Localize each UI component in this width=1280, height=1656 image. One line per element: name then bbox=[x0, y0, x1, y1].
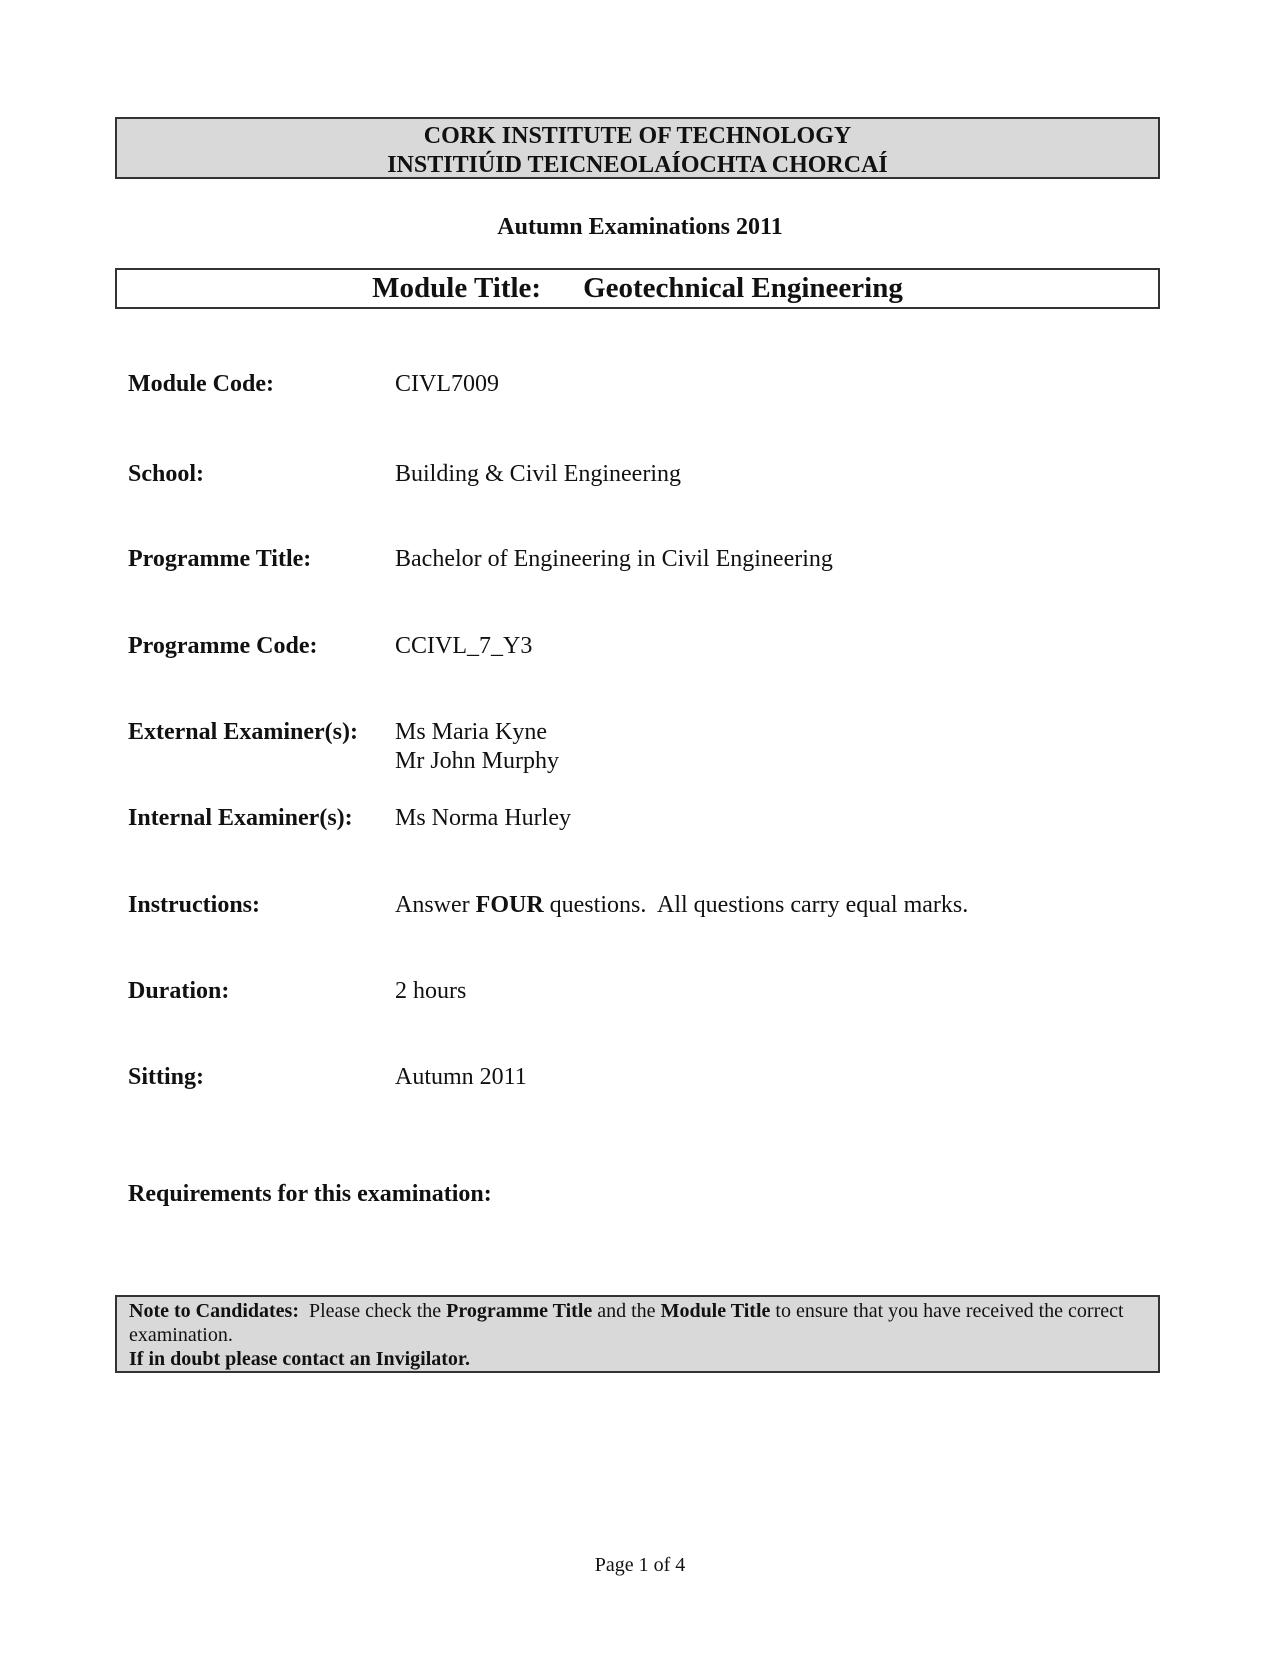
note-doubt-text: If in doubt please contact an Invigilator. bbox=[129, 1348, 470, 1370]
programme-title-label: Programme Title: bbox=[128, 546, 312, 572]
note-bold-module-title: Module Title bbox=[660, 1300, 771, 1322]
instructions-value bbox=[395, 891, 968, 920]
internal-examiners-value: Ms Norma Hurley bbox=[395, 805, 571, 831]
note-text-3: to ensure that you have received the correct examination. bbox=[129, 1300, 1124, 1346]
page-number: Page 1 of 4 bbox=[594, 1554, 686, 1576]
note-doubt bbox=[129, 1347, 1146, 1371]
exam-session-title: Autumn Examinations 2011 bbox=[497, 214, 783, 240]
module-code-label: Module Code: bbox=[128, 371, 274, 397]
programme-code-label: Programme Code: bbox=[128, 633, 318, 659]
institute-header bbox=[115, 117, 1160, 179]
programme-code-value: CCIVL_7_Y3 bbox=[395, 633, 533, 659]
instructions-label: Instructions: bbox=[128, 892, 261, 918]
programme-title-value: Bachelor of Engineering in Civil Engineering bbox=[395, 546, 833, 572]
note-to-candidates bbox=[115, 1295, 1160, 1373]
internal-examiners-label: Internal Examiner(s): bbox=[128, 805, 353, 831]
module-title-value: Geotechnical Engineering bbox=[583, 272, 903, 304]
external-examiner-1: Ms Maria Kyne bbox=[395, 719, 547, 745]
instructions-suffix: questions. All questions carry equal marks. bbox=[549, 892, 969, 918]
external-examiner-2: Mr John Murphy bbox=[395, 748, 560, 774]
note-label: Note to Candidates: bbox=[129, 1300, 299, 1322]
external-examiners-label: External Examiner(s): bbox=[128, 719, 358, 745]
sitting-value: Autumn 2011 bbox=[395, 1064, 527, 1090]
note-text-2: and the bbox=[597, 1300, 656, 1322]
institute-name-irish: INSTITIÚID TEICNEOLAÍOCHTA CHORCAÍ bbox=[387, 152, 888, 178]
duration-label: Duration: bbox=[128, 978, 230, 1004]
school-label: School: bbox=[128, 461, 205, 487]
module-code-value: CIVL7009 bbox=[395, 371, 499, 397]
requirements-label: Requirements for this examination: bbox=[128, 1181, 492, 1207]
module-title-label: Module Title: bbox=[372, 272, 542, 304]
note-bold-programme-title: Programme Title bbox=[446, 1300, 593, 1322]
note-text-1: Please check the bbox=[309, 1300, 442, 1322]
instructions-emphasis: FOUR bbox=[475, 892, 544, 918]
note-main-text bbox=[129, 1299, 1146, 1347]
module-title-box bbox=[115, 268, 1160, 309]
school-value: Building & Civil Engineering bbox=[395, 461, 681, 487]
instructions-prefix: Answer bbox=[395, 892, 470, 918]
duration-value: 2 hours bbox=[395, 978, 467, 1004]
sitting-label: Sitting: bbox=[128, 1064, 205, 1090]
institute-name-english: CORK INSTITUTE OF TECHNOLOGY bbox=[423, 123, 852, 149]
